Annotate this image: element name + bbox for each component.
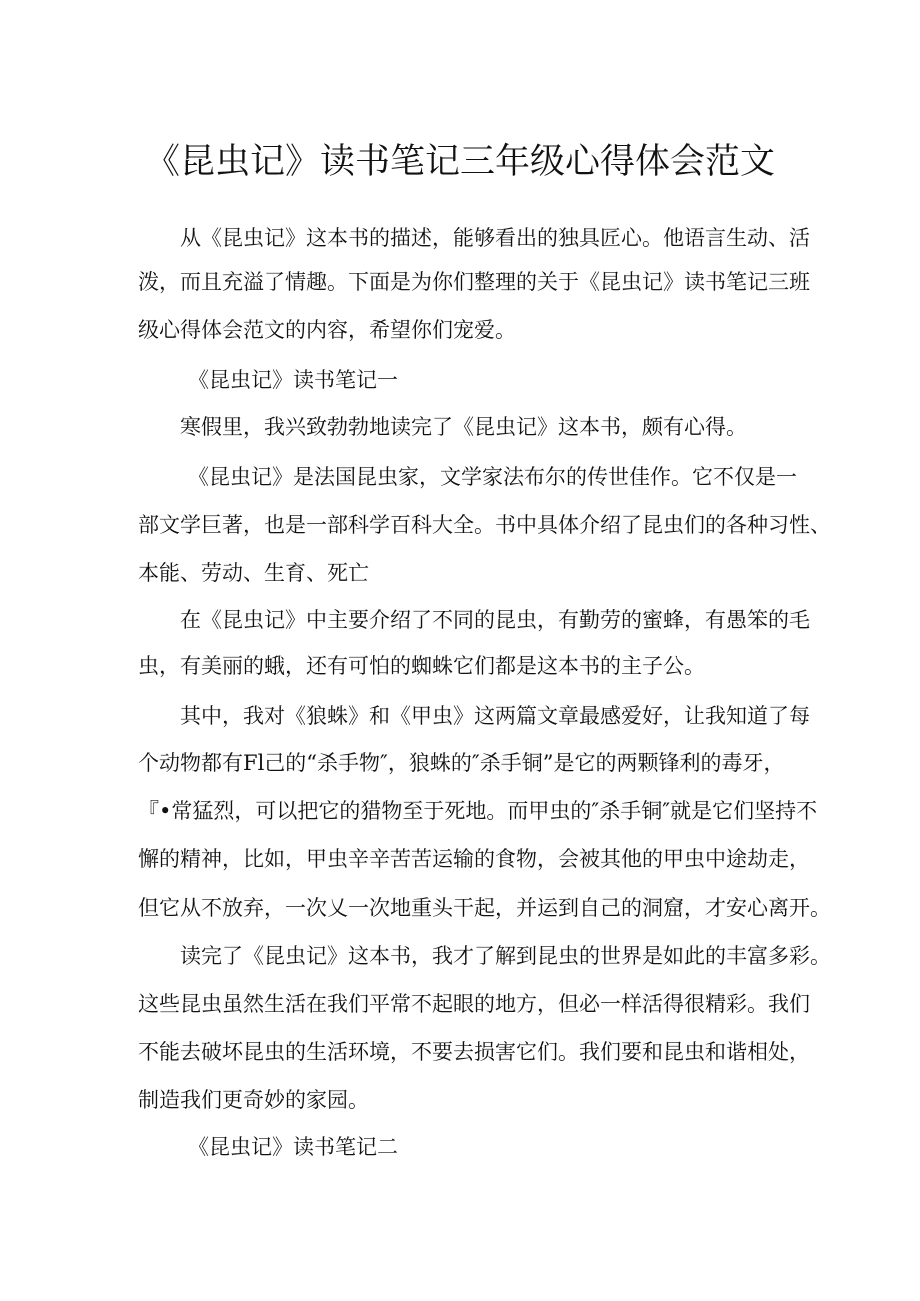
paragraph-line: 『•常猛烈，可以把它的猎物至于死地。而甲虫的″杀手铜″就是它们坚持不 <box>138 799 818 823</box>
paragraph-line: 《昆虫记》是法国昆虫家，文学家法布尔的传世佳作。它不仅是一 <box>188 465 797 489</box>
paragraph-line: 个动物都有Fl己的“杀手物″，狼蛛的″杀手铜”是它的两颗锋利的毒牙， <box>138 751 785 775</box>
paragraph-line: 不能去破坏昆虫的生活环境，不要去损害它们。我们要和昆虫和谐相处， <box>138 1040 810 1064</box>
section-heading-1: 《昆虫记》读书笔记一 <box>188 368 398 392</box>
intro-line-2: 泼，而且充溢了情趣。下面是为你们整理的关于《昆虫记》读书笔记三班 <box>138 270 810 294</box>
paragraph-line: 其中，我对《狼蛛》和《甲虫》这两篇文章最感爱好，让我知道了每 <box>180 704 810 728</box>
paragraph-line: 在《昆虫记》中主要介绍了不同的昆虫，有勤劳的蜜蜂，有愚笨的毛 <box>180 608 810 632</box>
paragraph-line: 这些昆虫虽然生活在我们平常不起眼的地方，但必一样活得很精彩。我们 <box>138 992 810 1016</box>
intro-line-1: 从《昆虫记》这本书的描述，能够看出的独具匠心。他语言生动、活 <box>180 226 810 250</box>
paragraph-line: 寒假里，我兴致勃勃地读完了《昆虫记》这本书，颇有心得。 <box>180 415 747 439</box>
paragraph-line: 懈的精神，比如，甲虫辛辛苦苦运输的食物，会被其他的甲虫中途劫走， <box>138 847 810 871</box>
paragraph-line: 读完了《昆虫记》这本书，我才了解到昆虫的世界是如此的丰富多彩。 <box>180 944 831 968</box>
paragraph-line: 制造我们更奇妙的家园。 <box>138 1088 369 1112</box>
section-heading-2: 《昆虫记》读书笔记二 <box>188 1135 398 1159</box>
paragraph-line: 部文学巨著，也是一部科学百科大全。书中具体介绍了昆虫们的各种习性、 <box>138 513 831 537</box>
paragraph-line: 虫，有美丽的蛾，还有可怕的蜘蛛它们都是这本书的主子公。 <box>138 654 705 678</box>
document-title: 《昆虫记》读书笔记三年级心得体会范文 <box>144 142 775 182</box>
intro-line-3: 级心得体会范文的内容，希望你们宠爱。 <box>138 318 516 342</box>
paragraph-line: 但它从不放弃，一次乂一次地重头干起，并运到自己的洞窟，才安心离开。 <box>138 896 831 920</box>
paragraph-line: 本能、劳动、生育、死亡 <box>138 561 369 585</box>
